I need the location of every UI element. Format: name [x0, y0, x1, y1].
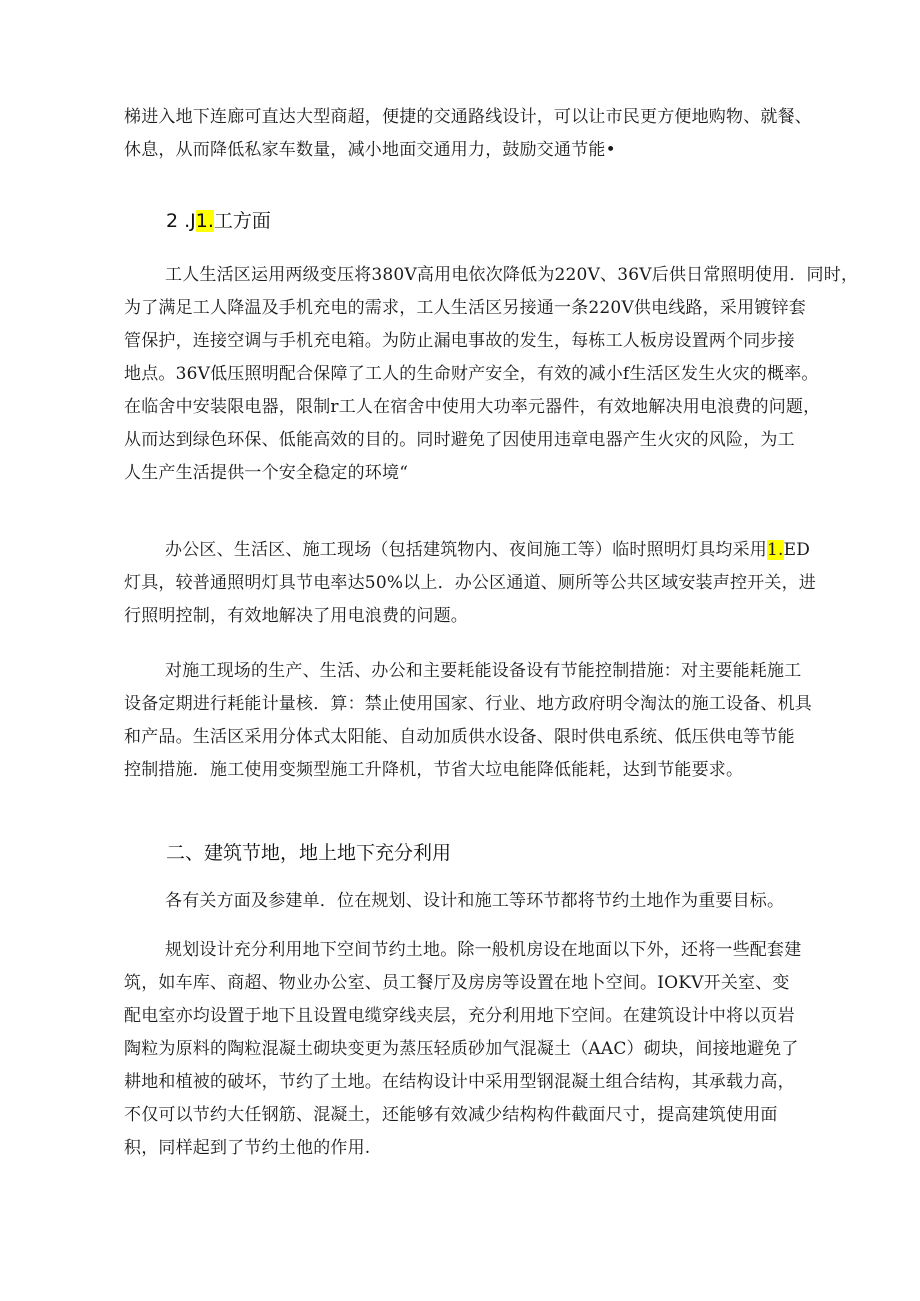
heading-suffix: 工方面 [213, 210, 271, 232]
text-line: 行照明控制，有效地解决了用电浪费的问题。 [124, 606, 468, 626]
text-line: 梯进入地下连廊可直达大型商超，便捷的交通路线设计，可以让市民更方便地购物、就餐、 [124, 107, 812, 127]
text-line: 规划设计充分利用地下空间节约土地。除一般机房设在地面以下外，还将一些配套建 [165, 940, 802, 960]
text-line: 积，同样起到了节约土他的作用. [124, 1138, 371, 1158]
text-line: 耕地和植被的破坏，节约了土地。在结构设计中采用型钢混凝土组合结构，其承载力高， [124, 1072, 795, 1092]
text-segment: 办公区、生活区、施工现场（包括建筑物内、夜间施工等）临时照明灯具均采用 [165, 540, 767, 560]
section-heading-land-saving [166, 838, 451, 865]
text-line: 休息，从而降低私家车数量，减小地面交通用力，鼓励交通节能• [124, 140, 616, 160]
heading-highlight: 1. [195, 210, 214, 232]
highlight-mark: 1. [767, 540, 784, 560]
text-line: 筑，如车库、商超、物业办公室、员工餐厅及房房等设置在地卜空间。IOKV开关室、变 [124, 973, 790, 993]
text-line: 灯具，较普通照明灯具节电率达50%以上．办公区通道、厕所等公共区域安装声控开关，进 [124, 573, 816, 593]
text-line: 配电室亦均设置于地下且设置电缆穿线夹层，充分利用地下空间。在建筑设计中将以页岩 [124, 1006, 795, 1026]
paragraph-energy-control [124, 655, 810, 787]
section-heading-construction [166, 206, 271, 233]
text-line: 为了满足工人降温及手机充电的需求，工人生活区另接通一条220V供电线路，采用镀锌套 [124, 298, 806, 318]
text-line: 设备定期进行耗能计量核．算：禁止使用国家、行业、地方政府明令淘汰的施工设备、机具 [124, 694, 812, 714]
text-line: 对施工现场的生产、生活、办公和主要耗能设备设有节能控制措施：对主要能耗施工 [165, 661, 802, 681]
heading-text: 二、建筑节地，地上地下充分利用 [166, 842, 452, 864]
text-line: 管保护，连接空调与手机充电箱。为防止漏电事故的发生，每栋工人板房设置两个同步接 [124, 331, 795, 351]
paragraph-underground [124, 934, 810, 1165]
paragraph-goal [124, 885, 810, 918]
text-segment: ED [783, 540, 811, 560]
text-line: 从而达到绿色环保、低能高效的目的。同时避免了因使用违章电器产生火灾的风险，为工 [124, 430, 795, 450]
text-line: 地点。36V低压照明配合保障了工人的生命财产安全，有效的减小f生活区发生火灾的概率。 [124, 364, 819, 384]
text-line: 不仅可以节约大任钢筋、混凝土，还能够有效减少结构构件截面尺寸，提高建筑使用面 [124, 1105, 778, 1125]
text-line [124, 534, 810, 567]
text-line: 控制措施．施工使用变频型施工升降机，节省大垃电能降低能耗，达到节能要求。 [124, 760, 744, 780]
paragraph-traffic [124, 101, 810, 167]
paragraph-worker-area [124, 259, 859, 490]
paragraph-lighting [124, 534, 816, 633]
text-line: 工人生活区运用两级变压将380V高用电依次降低为220V、36V后供日常照明使用．同时， [165, 265, 859, 285]
text-line: 人生产生活提供一个安全稳定的环境“ [124, 463, 409, 483]
text-line: 在临舍中安装限电器，限制r工人在宿舍中使用大功率元器件，有效地解决用电浪费的问题， [124, 397, 821, 417]
text-line: 和产品。生活区采用分体式太阳能、自动加质供水设备、限时供电系统、低压供电等节能 [124, 727, 795, 747]
text-line: 各有关方面及参建单．位在规划、设计和施工等环节都将节约土地作为重要目标。 [165, 891, 785, 911]
text-line: 陶粒为原料的陶粒混凝土砌块变更为蒸压轻质砂加气混凝土（AAC）砌块，间接地避免了 [124, 1039, 799, 1059]
heading-prefix: 2 .J [166, 210, 196, 232]
